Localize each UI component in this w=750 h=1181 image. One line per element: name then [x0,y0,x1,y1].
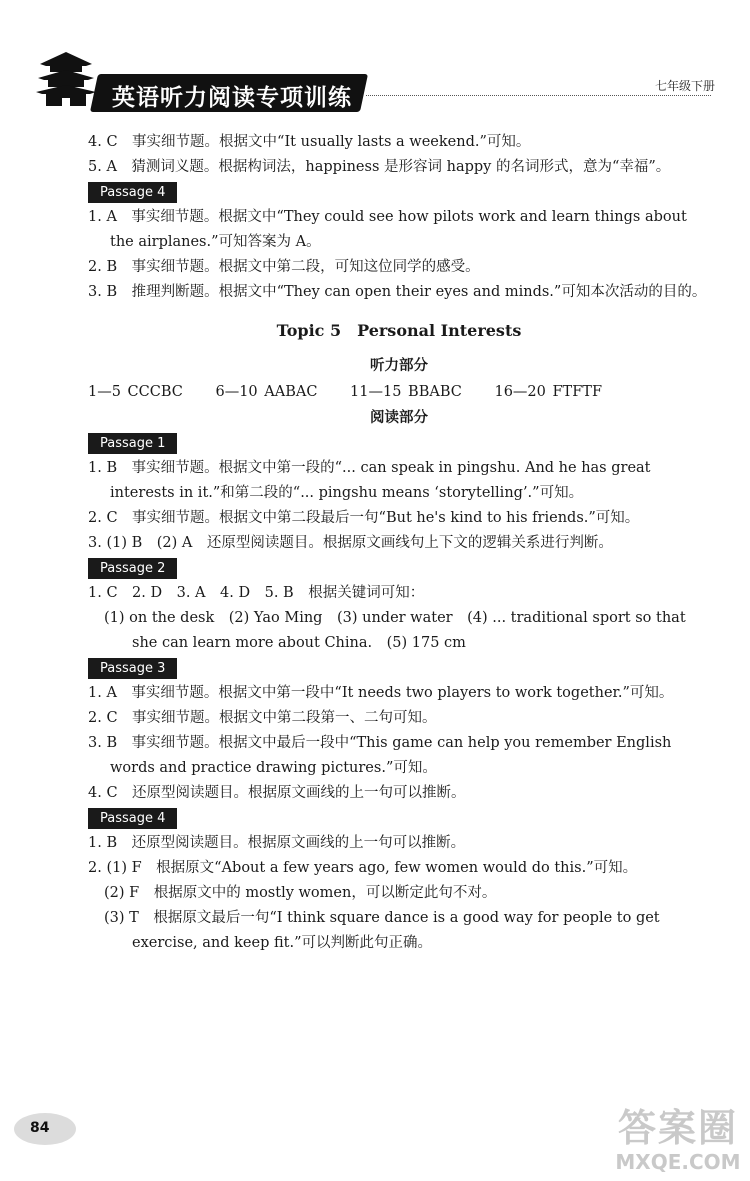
answer-item: 1. B 事实细节题。根据文中第一段的“... can speak in pingshu. And he has great interests in it.”和第二段的“... pingshu means ‘storytelling’.”可知。 [88,460,651,501]
passage-label: Passage 2 [88,558,177,579]
page-header [0,0,750,125]
watermark [608,1106,748,1178]
answer-item: (3) T 根据原文最后一句“I think square dance is a good way for people to get exercise, and keep fit.”可以判断此句正确。 [104,910,660,951]
answer-item: 2. C 事实细节题。根据文中第二段第一、二句可知。 [88,710,437,726]
answer-item: 1. C 2. D 3. A 4. D 5. B 根据关键词可知： [88,585,425,601]
header-divider [366,95,711,96]
listening-section-title: 听力部分 [370,358,428,374]
topic-title: Topic 5 Personal Interests [276,321,522,340]
answer-item: 2. B 事实细节题。根据文中第二段，可知这位同学的感受。 [88,259,480,275]
answer-group: 1—5 CCCBC [88,384,183,400]
answer-item: 1. A 事实细节题。根据文中第一段中“It needs two players to work together.”可知。 [88,685,674,701]
answer-item: 2. (1) F 根据原文“About a few years ago, few women would do this.”可知。 [88,860,638,876]
page-number: 84 [30,1120,50,1136]
answer-group: 16—20 FTFTF [494,384,603,400]
passage-label: Passage 1 [88,433,177,454]
passage-label: Passage 4 [88,808,177,829]
passage-label: Passage 4 [88,182,177,203]
listening-answers [88,379,710,405]
answer-item: 5. A 猜测词义题。根据构词法，happiness 是形容词 happy 的名词形式，意为“幸福”。 [88,159,671,175]
reading-section-title: 阅读部分 [370,410,428,426]
answer-item: 4. C 事实细节题。根据文中“It usually lasts a weekend.”可知。 [88,134,531,150]
answer-group: 6—10 AABAC [215,384,318,400]
answer-item: 3. (1) B (2) A 还原型阅读题目。根据原文画线句上下文的逻辑关系进行判断。 [88,535,613,551]
answer-item: (2) F 根据原文中的 mostly women，可以断定此句不对。 [104,885,497,901]
passage-label: Passage 3 [88,658,177,679]
answer-item: (1) on the desk (2) Yao Ming (3) under water (4) ... traditional sport so that she can learn more about China. (5) 175 cm [104,610,686,651]
grade-label: 七年级下册 [655,79,716,93]
watermark-text: 答案圈 [617,1106,738,1150]
answer-item: 1. A 事实细节题。根据文中“They could see how pilots work and learn things about the airplanes.”可知答案为 A。 [88,209,687,250]
book-title: 英语听力阅读专项训练 [112,85,352,111]
answer-item: 2. C 事实细节题。根据文中第二段最后一句“But he's kind to his friends.”可知。 [88,510,640,526]
page-content [88,130,710,956]
answer-item: 3. B 事实细节题。根据文中最后一段中“This game can help you remember English words and practice drawing pictures.”可知。 [88,735,672,776]
answer-item: 3. B 推理判断题。根据文中“They can open their eyes and minds.”可知本次活动的目的。 [88,284,707,300]
answer-group: 11—15 BBABC [350,384,462,400]
answer-item: 1. B 还原型阅读题目。根据原文画线的上一句可以推断。 [88,835,466,851]
pagoda-icon [36,50,96,110]
watermark-url: MXQE.COM [615,1150,741,1174]
answer-item: 4. C 还原型阅读题目。根据原文画线的上一句可以推断。 [88,785,466,801]
